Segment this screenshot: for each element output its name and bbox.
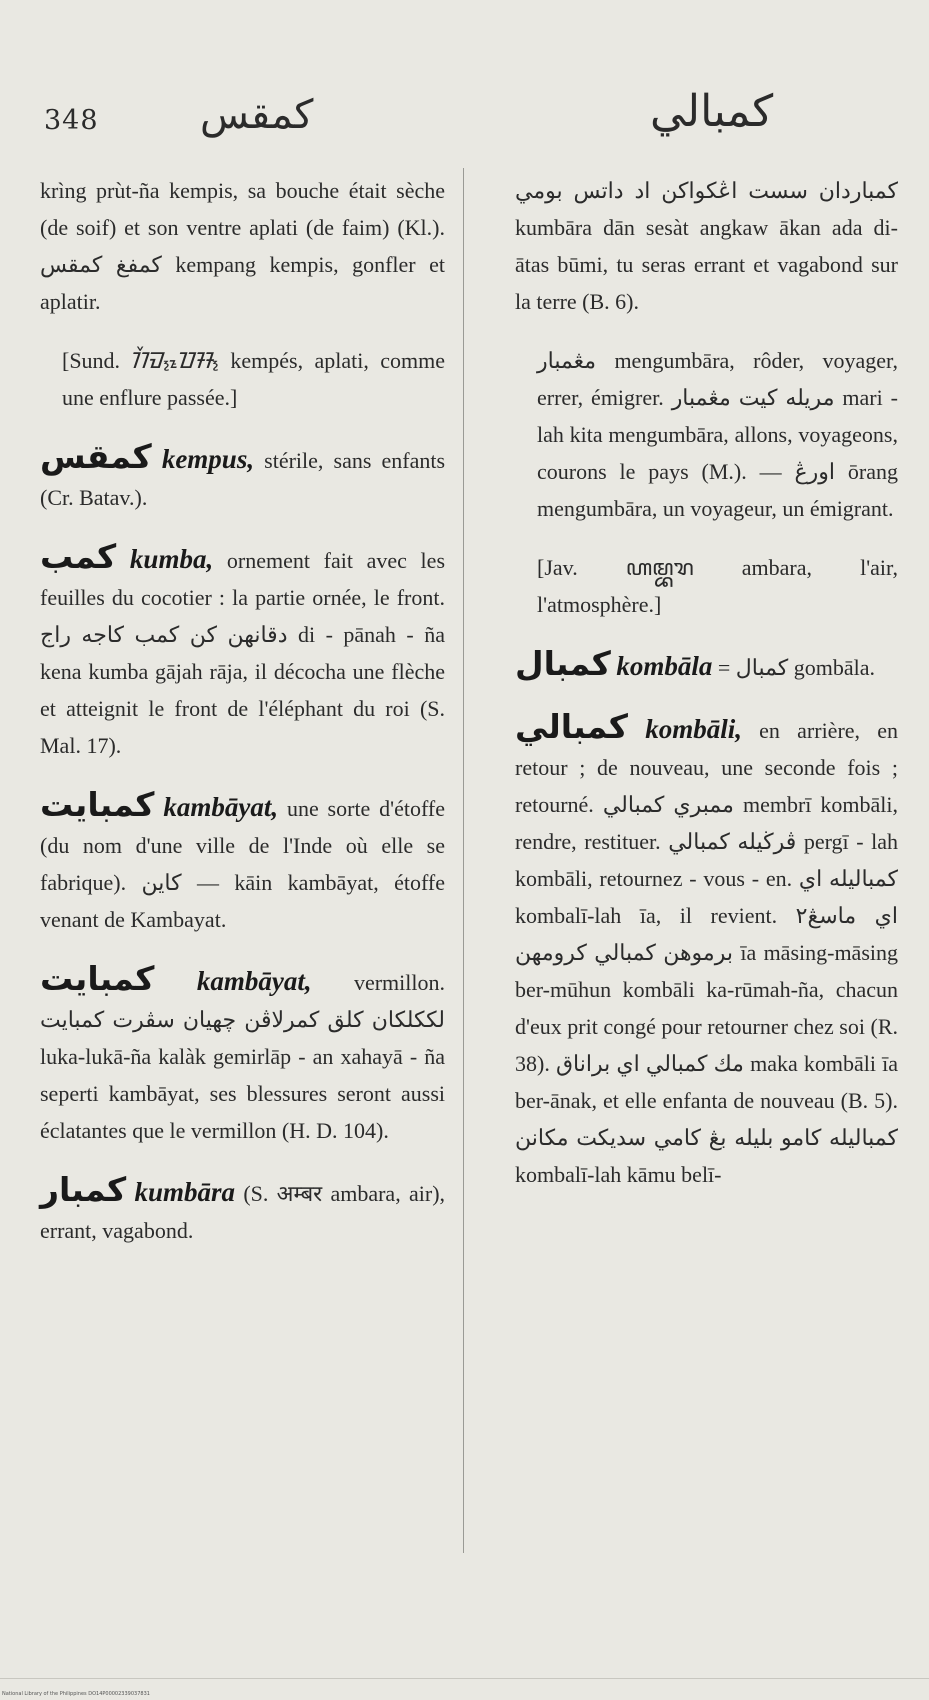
scan-footer-credit: National Library of the Philippines DO14P00002339037831 (2, 1691, 150, 1697)
entry-text: une sorte d'étoffe (du nom d'une ville de l'Inde où elle se fabrique). كاين — kāin kambāyat, étoffe venant de Kambayat. (40, 796, 446, 932)
dictionary-note (515, 549, 898, 623)
dictionary-entry (40, 786, 445, 938)
entry-arabic-headword: كمبال (515, 644, 611, 683)
right-running-heading: كمبالي (650, 86, 774, 137)
entry-arabic-headword: كمبار (40, 1170, 127, 1209)
entry-headword: kempus, (161, 444, 255, 474)
entry-headword: kambāyat, (163, 792, 279, 822)
entry-arabic-headword: كمبايت (40, 785, 155, 824)
dictionary-entry (40, 1171, 445, 1249)
entry-arabic-headword: كمبايت (40, 959, 155, 998)
entry-text: [Jav. ꦲꦩ꧀ꦧꦫ ambara, l'air, l'atmosphère.] (537, 555, 898, 617)
column-divider (463, 168, 464, 1553)
scan-edge (0, 1678, 929, 1679)
dictionary-subentry (515, 342, 898, 527)
entry-headword: kombāla (616, 651, 713, 681)
entry-headword: kambāyat, (196, 966, 312, 996)
entry-arabic-headword: كمبالي (515, 707, 628, 746)
entry-text: vermillon. لككلكان كلق كمرلاڤن چهيان سڤرت كمبايت luka-lukā-ña kalàk gemirlāp - an xahayā - ña seperti kambāyat, ses blessures seront aussi éclatantes que le vermillon (H. D. 104). (40, 970, 445, 1143)
entry-headword: kumba, (129, 544, 214, 574)
entry-arabic-headword: كمقس (40, 437, 152, 476)
dictionary-entry (40, 960, 445, 1149)
dictionary-note (40, 342, 445, 416)
entry-headword: kombāli, (645, 714, 742, 744)
dictionary-entry (515, 708, 898, 1193)
dictionary-entry (40, 172, 445, 320)
left-running-heading: كمقس (200, 92, 314, 138)
dictionary-entry (515, 645, 898, 686)
dictionary-entry (40, 538, 445, 764)
entry-text: stérile, sans enfants (Cr. Batav.). (40, 448, 446, 510)
entry-text: مڠمبار mengumbāra, rôder, voyager, errer, émigrer. مريله كيت مڠمبار mari - lah kita mengumbāra, allons, voyageons, courons le pays (M.). — اورڠ ōrang mengumbāra, un voyageur, un émigrant. (537, 348, 898, 521)
dictionary-entry (515, 172, 898, 320)
entry-text: krìng prùt-ña kempis, sa bouche était sèche (de soif) et son ventre aplati (de faim) (Kl.). كمفغ كمقس kempang kempis, gonfler et aplatir. (40, 178, 445, 314)
left-column (40, 172, 445, 1271)
entry-arabic-headword: كمب (40, 537, 117, 576)
entry-text: (S. अम्बर ambara, air), errant, vagabond. (40, 1181, 446, 1243)
right-column (515, 172, 898, 1215)
entry-text: كمباردان سست اڠكواكن اد داتس بومي kumbāra dān sesàt angkaw ākan ada di-ātas būmi, tu seras errant et vagabond sur la terre (B. 6). (515, 178, 898, 314)
page-header (0, 0, 929, 150)
dictionary-entry (40, 438, 445, 516)
entry-headword: kumbāra (134, 1177, 236, 1207)
entry-text: en arrière, en retour ; de nouveau, une seconde fois ; retourné. ممبري كمبالي membrī kombāli, rendre, restituer. ڤرڬيله كمبالي pergī - lah kombāli, retournez - vous - en. كمباليله اي kombalī-lah īa, il revient. اي ماسڠ٢ برموهن كمبالي كرومهن īa māsing-māsing ber-mūhun kombāli ka-rūmah-ña, chacun d'eux prit congé pour retourner chez soi (R. 38). مك كمبالي اي براناق maka kombāli īa ber-ānak, et elle enfanta de nouveau (B. 5). كمباليله كامو بليله بڠ كامي سديكت مكانن kombalī-lah kāmu belī- (515, 718, 899, 1187)
entry-text: ornement fait avec les feuilles du cocotier : la partie ornée, le front. دقانهن كن كمب كاجه راج di - pānah - ña kena kumba gājah rāja, il décocha une flèche et atteignit le front de l'éléphant du roi (S. Mal. 17). (40, 548, 445, 758)
entry-text: [Sund. ᮊᮨᮙ᮪ᮕᮦᮞ᮪ kempés, aplati, comme une enflure passée.] (62, 348, 445, 410)
page-number: 348 (44, 105, 99, 136)
entry-text: = كمبال gombāla. (717, 655, 876, 680)
